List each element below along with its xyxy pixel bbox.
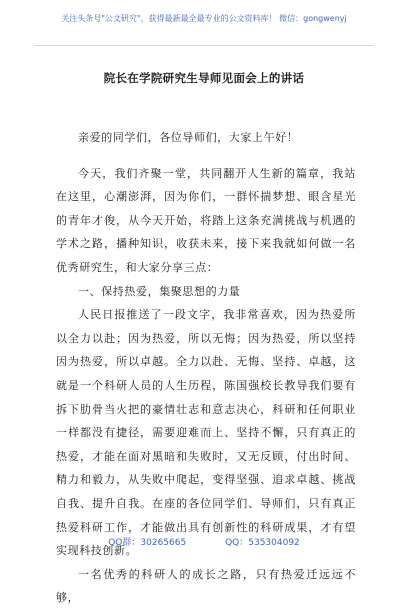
header-divider — [34, 45, 374, 46]
greeting-paragraph: 亲爱的同学们，各位导师们，大家上午好！ — [78, 131, 299, 144]
body-paragraph: 一名优秀的科研人的成长之路，只有热爱迁远远不够， — [56, 567, 356, 605]
qq-number-text: QQ：535304092 — [225, 538, 300, 548]
body-paragraph: 今天，我们齐聚一堂，共同翻开人生新的篇章，我站在这里，心潮澎湃，因为你们，一群怀揣梦想、眼含星光的青年才俊，从今天开始，将踏上这条充满挑战与机遇的学术之路，播种知识，收获未来，接下来我就如何做一名优秀研究生，和大家分享三点： — [56, 166, 356, 274]
watermark-header: 关注头条号"公文研究"，获得最新最全最专业的公文资料库！ 微信：gongwenyj — [61, 14, 347, 23]
document-title: 院长在学院研究生导师见面会上的讲话 — [103, 71, 305, 85]
body-paragraph: 人民日报推送了一段文字，我非常喜欢，因为热爱所以全力以赴；因为热爱，所以无悔；因为热爱，所以坚持因为热爱，所以卓越。全力以赴、无悔、坚持、卓越，这就是一个科研人员的人生历程，陈国强校长教导我们要有拆下肋骨当火把的豪情壮志和意志决心，科研和任何职业一样都没有捷径，需要迎难而上、坚持不懈，只有真正的热爱，才能在面对黑暗和失败时，又无反顾，付出时间、精力和毅力，从失败中爬起，变得坚强、追求卓越、挑战自我、提升自我。在座的各位同学们、导师们，只有真正热爱科研工作，才能做出具有创新性的科研成果，才有望实现科技创新。 — [56, 308, 356, 558]
section-heading: 一、保持热爱，集聚思想的力量 — [78, 284, 241, 298]
qq-group-text: QQ群：30265665 — [108, 538, 187, 548]
contact-footer — [0, 535, 408, 548]
